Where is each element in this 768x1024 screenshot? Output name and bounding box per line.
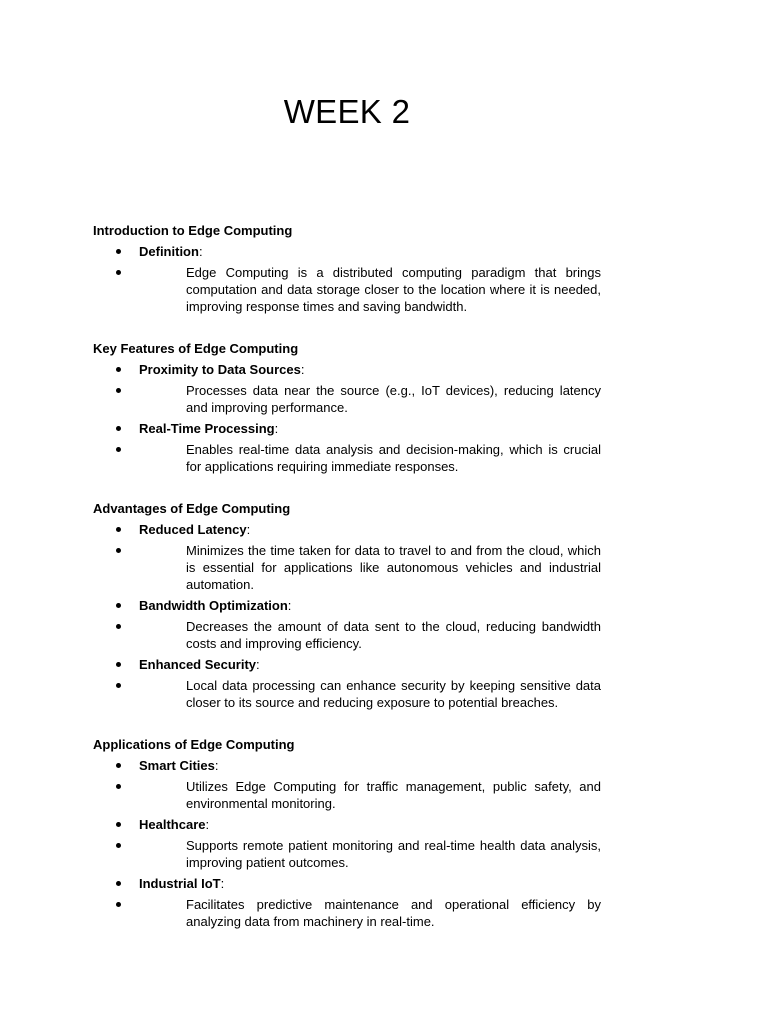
bullet-term-suffix: : — [198, 244, 203, 259]
bullet-item-heading — [139, 757, 601, 774]
bullet-dot-icon — [116, 763, 121, 768]
section-heading: Key Features of Edge Computing — [93, 341, 299, 356]
bullet-dot-icon — [116, 784, 121, 789]
section — [93, 736, 601, 930]
bullet-dot-icon — [116, 683, 121, 688]
bullet-dot-icon — [116, 624, 121, 629]
bullet-item — [93, 816, 601, 871]
bullet-dot-icon — [116, 527, 121, 532]
bullet-dot-icon — [116, 548, 121, 553]
bullet-item-heading — [139, 243, 601, 260]
bullet-item-heading — [139, 656, 601, 673]
sub-bullet-item — [139, 896, 601, 930]
bullet-item-heading — [139, 816, 601, 833]
bullet-dot-icon — [116, 662, 121, 667]
sub-bullet-text: Minimizes the time taken for data to travel to and from the cloud, which is essential for applications like autonomous vehicles and industrial automation. — [186, 543, 601, 592]
bullet-dot-icon — [116, 603, 121, 608]
bullet-term-suffix: : — [256, 657, 260, 672]
bullet-item-heading — [139, 875, 601, 892]
bullet-item — [93, 875, 601, 930]
bullet-dot-icon — [116, 426, 121, 431]
bullet-term: Healthcare — [139, 817, 206, 832]
page-title: WEEK 2 — [283, 93, 411, 130]
section — [93, 500, 601, 711]
bullet-item-heading — [139, 420, 601, 437]
sub-bullet-item — [139, 778, 601, 812]
sub-bullet-item — [139, 264, 601, 315]
bullet-item — [93, 361, 601, 416]
section — [93, 340, 601, 475]
bullet-item — [93, 243, 601, 315]
sub-bullet-item — [139, 441, 601, 475]
bullet-term: Smart Cities — [139, 758, 215, 773]
sub-bullet-text: Utilizes Edge Computing for traffic management, public safety, and environmental monitoring. — [186, 779, 601, 811]
bullet-dot-icon — [116, 881, 121, 886]
sub-bullet-item — [139, 618, 601, 652]
section-heading: Applications of Edge Computing — [93, 737, 295, 752]
bullet-term-suffix: : — [246, 522, 251, 537]
bullet-item — [93, 420, 601, 475]
document-body — [93, 222, 601, 955]
bullet-dot-icon — [116, 249, 121, 254]
bullet-term: Bandwidth Optimization — [139, 598, 288, 613]
bullet-item — [93, 656, 601, 711]
bullet-term: Proximity to Data Sources — [139, 362, 301, 377]
section-heading: Introduction to Edge Computing — [93, 223, 293, 238]
bullet-term: Definition — [139, 244, 199, 259]
bullet-item — [93, 597, 601, 652]
section-heading: Advantages of Edge Computing — [93, 501, 291, 516]
sub-bullet-text: Facilitates predictive maintenance and operational efficiency by analyzing data from machinery in real-time. — [186, 897, 601, 929]
bullet-dot-icon — [116, 843, 121, 848]
bullet-item — [93, 757, 601, 812]
bullet-item — [93, 521, 601, 593]
bullet-item-heading — [139, 361, 601, 378]
bullet-term-suffix: : — [287, 598, 292, 613]
sub-bullet-item — [139, 542, 601, 593]
sub-bullet-text: Edge Computing is a distributed computing paradigm that brings computation and data storage closer to the location where it is needed, improving response times and saving bandwidth. — [186, 265, 601, 314]
sub-bullet-text: Supports remote patient monitoring and real-time health data analysis, improving patient outcomes. — [186, 838, 601, 870]
bullet-term: Real-Time Processing — [139, 421, 275, 436]
bullet-term-suffix: : — [214, 758, 219, 773]
sub-bullet-text: Enables real-time data analysis and decision-making, which is crucial for applications requiring immediate responses. — [186, 442, 601, 474]
bullet-item-heading — [139, 521, 601, 538]
bullet-dot-icon — [116, 447, 121, 452]
bullet-term-suffix: : — [205, 817, 210, 832]
bullet-term: Reduced Latency — [139, 522, 247, 537]
sub-bullet-text: Decreases the amount of data sent to the cloud, reducing bandwidth costs and improving efficiency. — [186, 619, 601, 651]
sub-bullet-text: Processes data near the source (e.g., IoT devices), reducing latency and improving performance. — [186, 383, 601, 415]
bullet-item-heading — [139, 597, 601, 614]
bullet-dot-icon — [116, 270, 121, 275]
sub-bullet-item — [139, 837, 601, 871]
bullet-term-suffix: : — [300, 362, 305, 377]
bullet-dot-icon — [116, 822, 121, 827]
bullet-term: Industrial IoT — [139, 876, 221, 891]
sub-bullet-item — [139, 677, 601, 711]
bullet-term-suffix: : — [274, 421, 279, 436]
bullet-dot-icon — [116, 388, 121, 393]
sub-bullet-text: Local data processing can enhance security by keeping sensitive data closer to its source and reducing exposure to potential breaches. — [186, 678, 601, 710]
section — [93, 222, 601, 315]
sub-bullet-item — [139, 382, 601, 416]
bullet-term: Enhanced Security — [139, 657, 257, 672]
bullet-dot-icon — [116, 902, 121, 907]
bullet-dot-icon — [116, 367, 121, 372]
bullet-term-suffix: : — [220, 876, 225, 891]
